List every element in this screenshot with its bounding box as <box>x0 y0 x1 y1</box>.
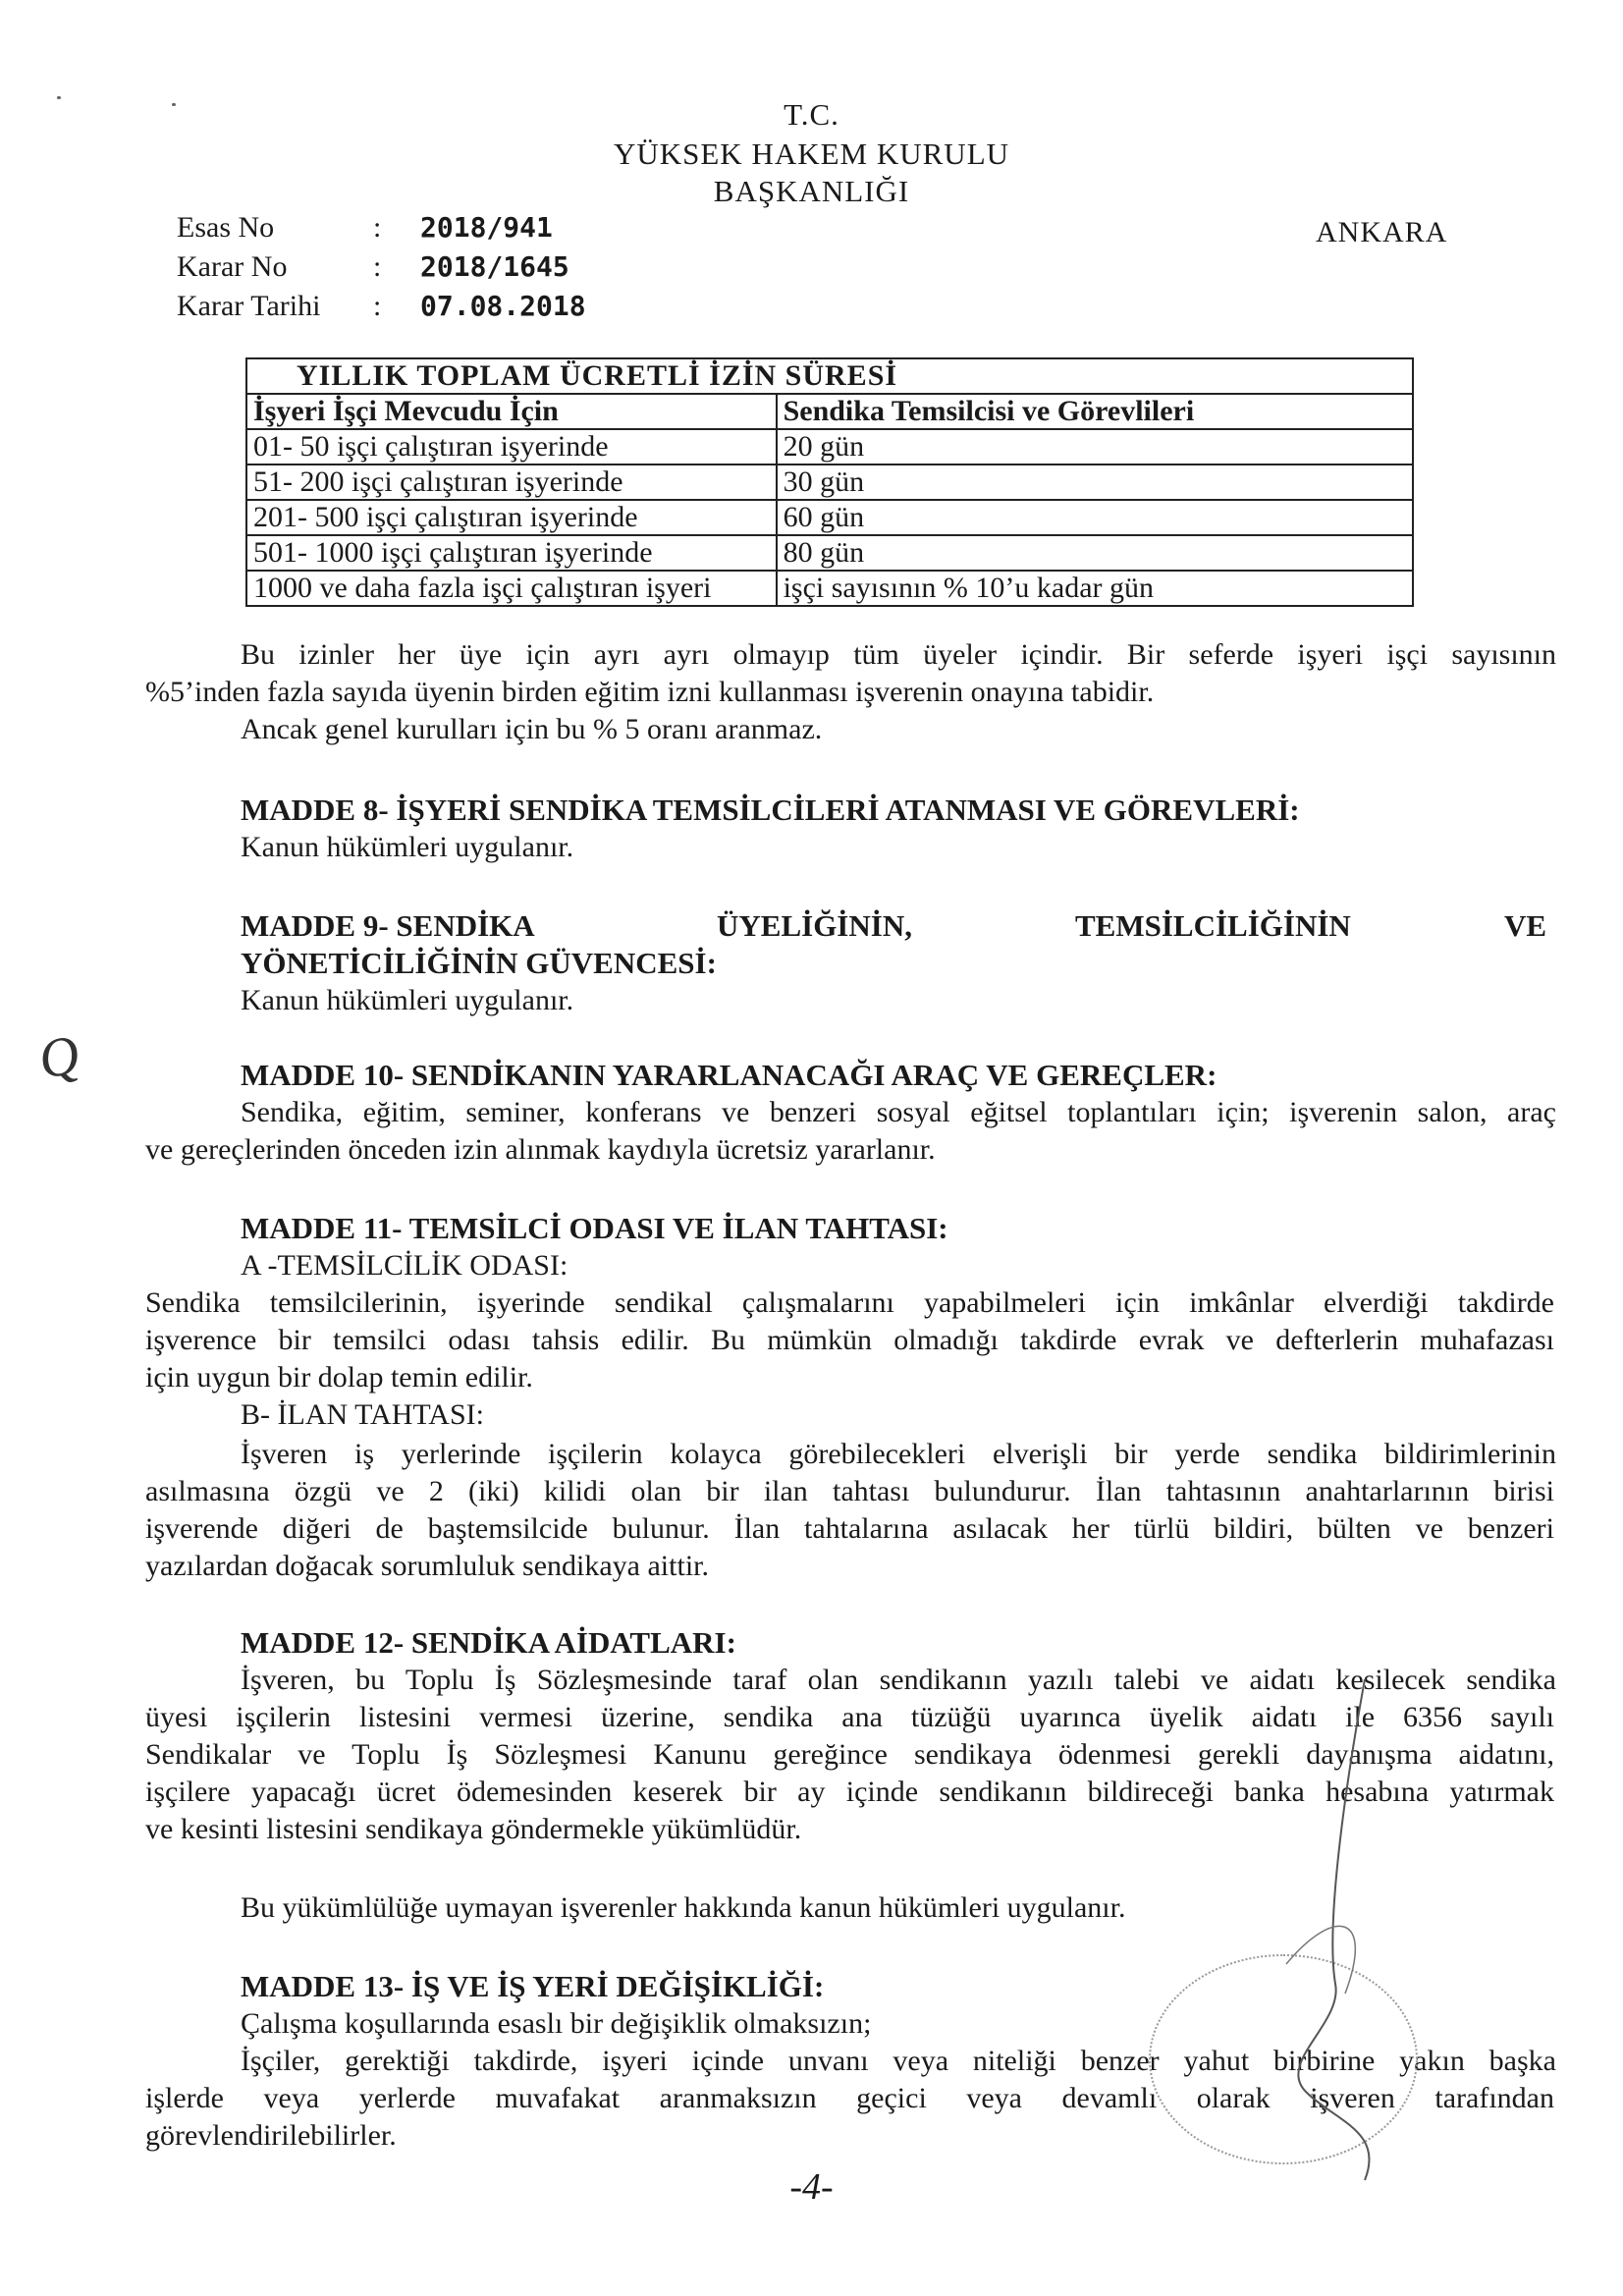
leave-table-title: YILLIK TOPLAM ÜCRETLİ İZİN SÜRESİ <box>246 358 1413 394</box>
table-cell: 30 gün <box>777 465 1413 500</box>
madde-12-line-2: üyesi işçilerin listesini vermesi üzerine, sendika ana tüzüğü uyarınca üyelik aidatı ile 6356 sayılı <box>145 1701 1554 1733</box>
table-row <box>246 535 1413 571</box>
meta-karar-key: Karar No <box>177 250 288 283</box>
leave-table-header-row <box>246 394 1413 429</box>
meta-esas-value: 2018/941 <box>420 211 553 244</box>
madde-10-line-2: ve gereçlerinden önceden izin alınmak kaydıyla ücretsiz yararlanır. <box>145 1133 936 1166</box>
header-city: ANKARA <box>1316 216 1448 248</box>
madde-12-line-1: İşveren, bu Toplu İş Sözleşmesinde taraf olan sendikanın yazılı talebi ve aidatı kesilecek sendika <box>241 1664 1556 1696</box>
header-tc: T.C. <box>784 97 839 132</box>
madde-12-title: MADDE 12- SENDİKA AİDATLARI: <box>241 1625 736 1660</box>
margin-handwritten-mark: Q <box>32 1023 85 1092</box>
scan-speck <box>57 96 61 99</box>
meta-esas <box>177 211 553 245</box>
madde-10-title: MADDE 10- SENDİKANIN YARARLANACAĞI ARAÇ VE GEREÇLER: <box>241 1058 1217 1092</box>
after-table-line-3: Ancak genel kurulları için bu % 5 oranı aranmaz. <box>241 713 823 745</box>
madde-12-line-6: Bu yükümlülüğe uymayan işverenler hakkında kanun hükümleri uygulanır. <box>241 1891 1126 1924</box>
signature-stroke <box>1217 1669 1414 2200</box>
madde-9-title-a: MADDE 9- SENDİKA <box>241 908 535 943</box>
madde-13-line-1: Çalışma koşullarında esaslı bir değişiklik olmaksızın; <box>241 2007 872 2040</box>
after-table-line-1: Bu izinler her üye için ayrı ayrı olmayıp tüm üyeler içindir. Bir seferde işyeri işçi sayısının <box>241 638 1556 671</box>
madde-11-b-line-1: İşveren iş yerlerinde işçilerin kolayca görebilecekleri elverişli bir yerde sendika bildirimlerinin <box>241 1438 1556 1470</box>
header-institution: YÜKSEK HAKEM KURULU <box>613 137 1010 171</box>
table-cell: 1000 ve daha fazla işçi çalıştıran işyeri <box>246 571 777 606</box>
meta-esas-key: Esas No <box>177 211 275 244</box>
madde-9-title-b: ÜYELİĞİNİN, <box>717 908 912 943</box>
table-cell: 60 gün <box>777 500 1413 535</box>
madde-11-b-line-4: yazılardan doğacak sorumluluk sendikaya aittir. <box>145 1550 709 1582</box>
table-row <box>246 465 1413 500</box>
madde-11-b-line-2: asılmasına özgü ve 2 (iki) kilidi olan bir ilan tahtası bulundurur. İlan tahtasının anahtarlarının birisi <box>145 1475 1554 1507</box>
table-row <box>246 429 1413 465</box>
table-cell: 201- 500 işçi çalıştıran işyerinde <box>246 500 777 535</box>
madde-8-body: Kanun hükümleri uygulanır. <box>241 831 574 863</box>
leave-table-title-row <box>246 358 1413 394</box>
meta-tarih-value: 07.08.2018 <box>420 290 586 322</box>
madde-13-line-4: görevlendirilebilirler. <box>145 2119 397 2152</box>
leave-table-header-cell: Sendika Temsilcisi ve Görevlileri <box>777 394 1413 429</box>
meta-karar-sep: : <box>373 250 382 283</box>
page-number: -4- <box>789 2166 834 2208</box>
madde-12-line-4: işçilere yapacağı ücret ödemesinden keserek bir ay içinde sendikanın bildireceği banka hesabına yatırmak <box>145 1776 1554 1808</box>
madde-9-title-c: TEMSİLCİLİĞİNİN <box>1075 908 1351 943</box>
meta-tarih-sep: : <box>373 290 382 322</box>
table-cell: 501- 1000 işçi çalıştıran işyerinde <box>246 535 777 571</box>
meta-karar <box>177 250 569 284</box>
madde-9-title-2: YÖNETİCİLİĞİNİN GÜVENCESİ: <box>241 946 717 980</box>
table-row <box>246 571 1413 606</box>
leave-table-header-cell: İşyeri İşçi Mevcudu İçin <box>246 394 777 429</box>
madde-12-line-5: ve kesinti listesini sendikaya göndermekle yükümlüdür. <box>145 1813 802 1845</box>
madde-10-line-1: Sendika, eğitim, seminer, konferans ve benzeri sosyal eğitsel toplantıları için; işverenin salon, araç <box>241 1096 1556 1128</box>
madde-13-line-2: İşçiler, gerektiği takdirde, işyeri içinde unvanı veya niteliği benzer yahut birbirine yakın başka <box>241 2045 1556 2077</box>
header-presidency: BAŞKANLIĞI <box>713 174 910 208</box>
madde-11-b-line-3: işverende diğeri de baştemsilcide bulunur. İlan tahtalarına asılacak her türlü bildiri, bülten ve benzeri <box>145 1512 1554 1545</box>
madde-9-title-d: VE <box>1504 908 1547 943</box>
meta-esas-sep: : <box>373 211 382 244</box>
table-cell: 80 gün <box>777 535 1413 571</box>
meta-tarih-key: Karar Tarihi <box>177 290 321 322</box>
madde-13-line-3: işlerde veya yerlerde muvafakat aranmaksızın geçici veya devamlı olarak işveren tarafından <box>145 2082 1554 2114</box>
madde-11-a-line-1: Sendika temsilcilerinin, işyerinde sendikal çalışmalarını yapabilmeleri için imkânlar elverdiği takdirde <box>145 1286 1554 1319</box>
table-cell: 51- 200 işçi çalıştıran işyerinde <box>246 465 777 500</box>
madde-11-a-line-2: işverence bir temsilci odası tahsis edilir. Bu mümkün olmadığı takdirde evrak ve defterlerin muhafazası <box>145 1324 1554 1356</box>
madde-12-line-3: Sendikalar ve Toplu İş Sözleşmesi Kanunu gereğince sendikaya ödenmesi gerekli dayanışma aidatını, <box>145 1738 1554 1771</box>
madde-13-title: MADDE 13- İŞ VE İŞ YERİ DEĞİŞİKLİĞİ: <box>241 1969 825 2003</box>
madde-8-title: MADDE 8- İŞYERİ SENDİKA TEMSİLCİLERİ ATANMASI VE GÖREVLERİ: <box>241 793 1300 827</box>
madde-9-body: Kanun hükümleri uygulanır. <box>241 984 574 1016</box>
after-table-line-2: %5’inden fazla sayıda üyenin birden eğitim izni kullanması işverenin onayına tabidir. <box>145 676 1155 708</box>
leave-table <box>245 357 1414 607</box>
madde-11-b-title: B- İLAN TAHTASI: <box>241 1398 484 1431</box>
table-row <box>246 500 1413 535</box>
scan-speck <box>172 103 176 106</box>
madde-11-a-line-3: için uygun bir dolap temin edilir. <box>145 1361 533 1394</box>
madde-11-title: MADDE 11- TEMSİLCİ ODASI VE İLAN TAHTASI: <box>241 1211 948 1245</box>
table-cell: işçi sayısının % 10’u kadar gün <box>777 571 1413 606</box>
meta-karar-value: 2018/1645 <box>420 250 569 283</box>
table-cell: 20 gün <box>777 429 1413 465</box>
meta-tarih <box>177 290 586 323</box>
madde-11-a-title: A -TEMSİLCİLİK ODASI: <box>241 1249 568 1282</box>
table-cell: 01- 50 işçi çalıştıran işyerinde <box>246 429 777 465</box>
